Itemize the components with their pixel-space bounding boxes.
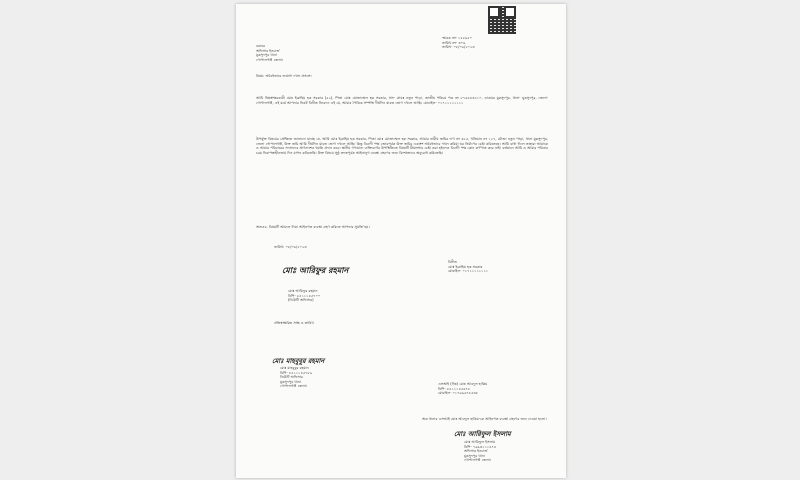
officer-2-line: ডিউটি অফিসার [280,375,303,380]
subject-line: বিষয়: অবৈধভাবে জায়গা দখল প্রসঙ্গে। [256,74,312,78]
officer-3-line: বিপি- ৭৬৯৩১১১৪৭৪ [464,444,497,449]
copy-note: অত্র থানার এসআই মোঃ আবদুল হাকিম-কে আইনগত ব্যবস্থা গ্রহণের জন্য দেওয়া হলো। [422,417,547,421]
paragraph-intro: আমি নিম্নস্বাক্ষরকারী মোঃ ইব্রাহিম হক সরকার (৫২), পিতা মোঃ মোজাম্মেল হক সরকার, সাং- গ্রামঃ নতুন পাড়া, জাতীয় পরিচয় পত্র নং ৮৭৬৫৪৩২১০, ডাকঘর মুকসুদপুর, থানা- মুকসুদপুর, জেলা- গোপালগঞ্জ, এই মর্মে আপনার নিকট বিনীত নিবেদন এই যে, আমার পৈত্রিক সম্পত্তি দীর্ঘদিন যাবত ভোগ দখলে আছি। মোবাইল- ০১৭১১১১১১১১ [256,96,548,105]
recipient-line: গোপালগঞ্জ জেলা। [256,57,284,62]
officer-3-line: অফিসার ইনচার্জ [464,449,488,454]
investigator-line: মোবাইল- ০১৭৬৯৬৭৮৫৩৮ [438,391,479,396]
applicant-line: বিনীত [448,260,457,264]
applicant-line: মোবাইল- ০১৭১১১১১১১১ [448,269,489,274]
investigator-line: বিপি- ৮৫১১১৪৫৬৭৮ [438,386,471,391]
applicant-line: মোঃ ইব্রাহিম হক সরকার [448,264,483,269]
signature-1: মোঃ আরিফুর রহমান [282,266,349,275]
officer-2-line: গোপালগঞ্জ জেলা। [280,384,308,389]
recipient-line: বরাবর [256,44,265,48]
investigator-line: এসআই (নিঃ) মোঃ আবদুল হাকিম [438,382,488,386]
date-line: তারিখ: ০৮/০৬/২০২৩ [274,245,307,249]
signature-3: মোঃ আরিফুল ইসলাম [454,430,511,438]
paragraph-closing: অতএব, বিষয়টি আমলে নিয়া আইনগত ব্যবস্থা গ্রহণ করিতে আপনার সুমর্জি হয়। [256,225,370,229]
signature-2: মোঃ মাহবুবুর রহমান [272,357,325,365]
officer-2-block [280,366,390,389]
recipient-block [256,44,366,62]
qr-code-icon [488,6,516,34]
officer-1-line: (ডিউটি অফিসার) [288,298,314,303]
paragraph-body: উপর্যুক্ত বিষয়ের প্রেক্ষিতে জানানো যাচ্ছে যে, আমি মোঃ ইব্রাহিম হক সরকার, পিতা মোঃ মোজাম্মেল হক সরকার, আমার নামীয় জমির দাগ নং ৩২৫, খতিয়ান নং ১২৭, মৌজা নতুন পাড়া, থানা মুকসুদপুর, জেলা গোপালগঞ্জ, উক্ত জমি আমি দীর্ঘদিন যাবত ভোগ দখলে আছি। কিন্তু বিবাদী পক্ষ জোরপূর্বক উক্ত জমির একাংশ অবৈধভাবে দখল করিয়া ঘর নির্মাণের চেষ্টা করিতেছে। আমি বাধা দিলে তাহারা আমাকে ও আমার পরিবারের সদস্যদের প্রাণনাশের হুমকি প্রদান করে। স্থানীয় গণ্যমান্য ব্যক্তিবর্গের উপস্থিতিতে বিষয়টি মীমাংসার চেষ্টা করা হইলেও বিবাদী পক্ষ কোন কর্ণপাত করে নাই। বর্তমানে আমি ও আমার পরিবার চরম নিরাপত্তাহীনতায় দিন যাপন করিতেছি। উক্ত বিষয়ে সুষ্ঠু তদন্তপূর্বক আইনানুগ ব্যবস্থা গ্রহণের জন্য বিশেষভাবে অনুরোধ করিতেছি। [256,137,548,155]
officer-1-block [288,289,408,303]
officer-1-line: মোঃ আরিফুর রহমান [288,289,318,293]
recipient-line: মুকসুদপুর থানা [256,53,277,58]
officer-3-line: গোপালগঞ্জ জেলা। [464,458,492,463]
officer-3-block [464,440,554,463]
officer-2-line: বিপি- ৮৫১১১৪৫৭৮৯ [280,370,313,375]
investigator-block [438,382,558,396]
document-page [236,4,566,478]
reference-line: তারিখ নং- ৩০৬ [442,40,466,45]
applicant-block [448,260,548,274]
officer-3-line: মুকসুদপুর থানা [464,453,485,458]
reference-line: স্মারক নং- ১৫৫৯৫০ [442,36,472,40]
reference-block [442,36,552,50]
recipient-line: অফিসার ইনচার্জ [256,48,280,53]
attestation-line: প্রতিস্বাক্ষরিত সাক্ষ ও তারিখ [274,321,314,325]
officer-2-line: মুকসুদপুর থানা [280,379,301,384]
officer-3-line: মোঃ আরিফুল ইসলাম [464,440,496,444]
officer-2-line: মোঃ মাহবুবুর রহমান [280,366,309,370]
reference-line: তারিখ- ০৮/০৬/২০২৩ [442,45,475,50]
officer-1-line: বিপি- ৮৫১১১৪৫৭০০ [288,293,321,298]
